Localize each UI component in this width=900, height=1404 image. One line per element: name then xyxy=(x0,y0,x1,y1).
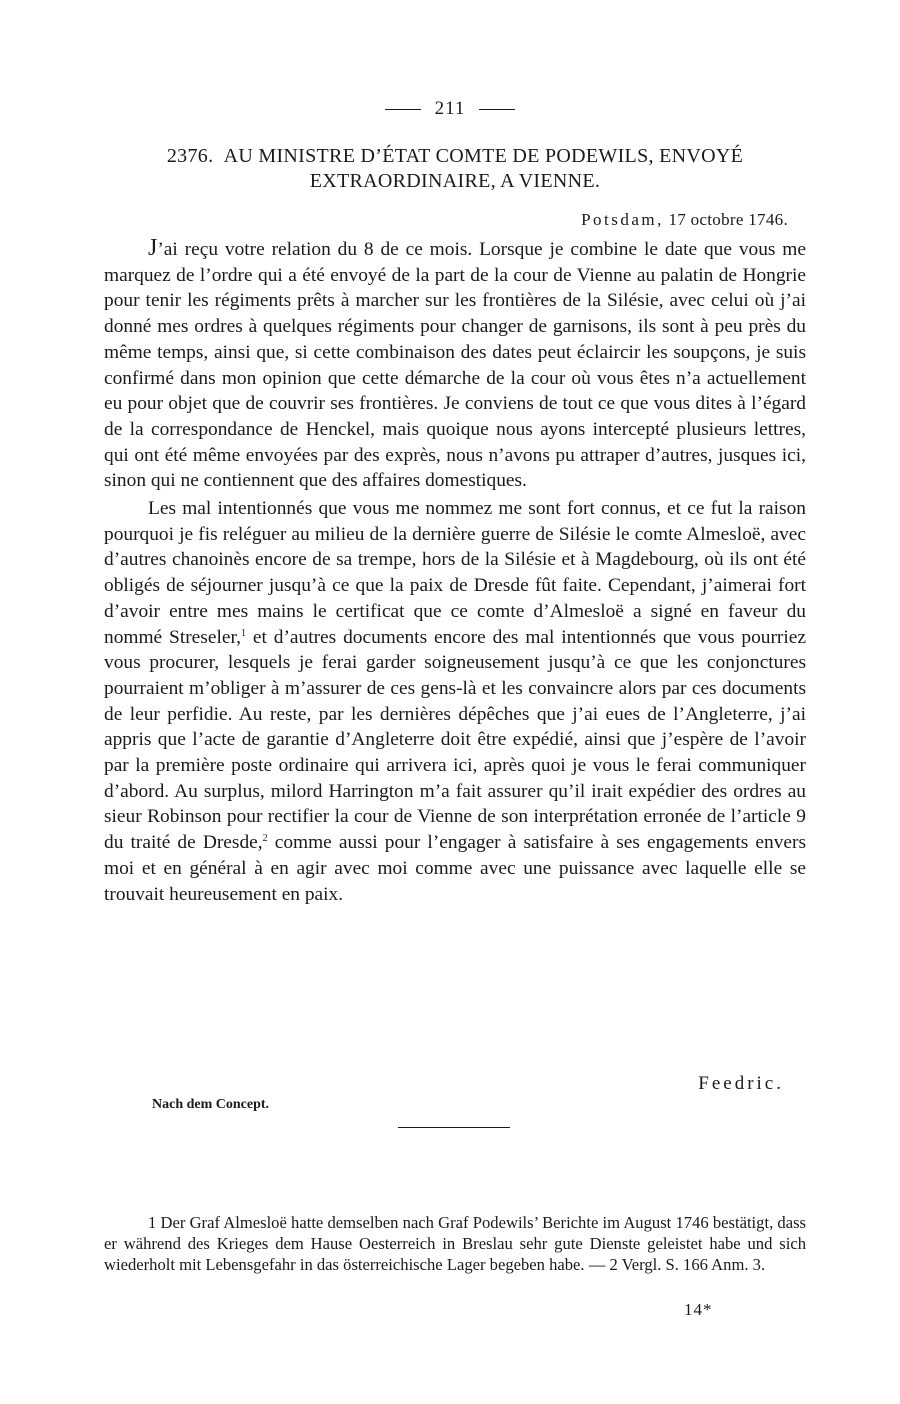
page-number: 211 xyxy=(434,98,466,119)
footnote-separator xyxy=(398,1127,510,1128)
footnote-ref-2: 2 xyxy=(262,833,268,845)
letter-body xyxy=(104,236,806,907)
paragraph-1 xyxy=(104,236,806,494)
paragraph-1-initial: J xyxy=(148,235,158,261)
letter-heading xyxy=(104,144,806,194)
letter-number: 2376. xyxy=(166,145,214,167)
signature-mark: 14* xyxy=(684,1300,713,1319)
paragraph-1-text: ’ai reçu votre relation du 8 de ce mois. Lorsque je combine le date que vous me marquez de l’ordre qui a été envoyé de la part de la cour de Vienne au palatin de Hongrie pour tenir les régiments prêts à marcher sur les frontières de la Silésie, avec celui où j’ai donné mes ordres à quelques régiments pour changer de garnisons, ils sont à peu près du même temps, ainsi que, si cette combinaison des dates peut éclaircir les soupçons, je suis confirmé dans mon opinion que cette démarche de la cour où vous êtes n’a actuellement eu pour objet que de couvrir ses frontières. Je conviens de tout ce que vous dites à l’égard de la correspondance de Henckel, mais quoique nous ayons intercepté plusieurs lettres, qui ont été même envoyées par des exprès, nous n’avons pu attraper d’autres, jusques ici, sinon qui ne contiennent que des affaires domestiques. xyxy=(104,239,806,492)
footnote-text: 1 Der Graf Almesloë hatte demselben nach Graf Podewils’ Berichte im August 1746 bestätigt, dass er während des Krieges dem Hause Oesterreich in Breslau sehr gute Dienste geleistet habe und sich wiederholt mit Lebensgefahr in das österreichische Lager begeben habe. — 2 Vergl. S. 166 Anm. 3. xyxy=(104,1213,806,1274)
source-note: Nach dem Concept. xyxy=(152,1097,270,1112)
letter-place: Potsdam, xyxy=(581,210,664,229)
paragraph-2-text-a: Les mal intentionnés que vous me nommez me sont fort connus, et ce fut la raison pourquoi je fis reléguer au milieu de la dernière guerre de Silésie le comte Almesloë, avec d’autres chanoinès encore de sa trempe, hors de la Silésie et à Magdebourg, où ils ont été obligés de séjourner jusqu’à ce que la paix de Dresde fût faite. Cependant, j’aimerai fort d’avoir entre mes mains le certificat que ce comte d’Almesloë a signé en faveur du nommé Streseler, xyxy=(104,498,806,648)
header-dash-left xyxy=(385,109,421,110)
footnote-ref-1: 1 xyxy=(240,627,246,639)
paragraph-2-text-c: comme aussi pour l’engager à satisfaire à ses engagements envers moi et en général à en agir avec moi comme avec une puissance avec laquelle elle se trouvait heureusement en paix. xyxy=(104,832,806,905)
letter-date: 17 octobre 1746. xyxy=(668,210,788,229)
page-header xyxy=(0,98,900,120)
signature: Feedric. xyxy=(698,1073,784,1094)
letter-title: AU MINISTRE D’ÉTAT COMTE DE PODEWILS, ENVOYÉ EXTRAORDINAIRE, A VIENNE. xyxy=(223,145,744,192)
header-dash-right xyxy=(479,109,515,110)
paragraph-2 xyxy=(104,496,806,907)
footnotes xyxy=(104,1212,806,1275)
paragraph-2-text-b: et d’autres documents encore des mal intentionnés que vous pourriez vous procurer, lesquels je ferai garder soigneusement jusqu’à ce que les conjonctures pourraient m’obliger à m’assurer de ces gens-là et les convaincre alors par ces documents de leur perfidie. Au reste, par les dernières dépêches que j’ai eues de l’Angleterre, j’ai appris que l’acte de garantie d’Angleterre doit être expédié, ainsi que j’espère de l’avoir par la première poste ordinaire qui arrivera ici, après quoi je vous le ferai communiquer d’abord. Au surplus, milord Harrington m’a fait assurer qu’il irait expédier des ordres au sieur Robinson pour rectifier la cour de Vienne de son interprétation erronée de l’article 9 du traité de Dresde, xyxy=(104,626,806,854)
place-date xyxy=(581,210,788,230)
